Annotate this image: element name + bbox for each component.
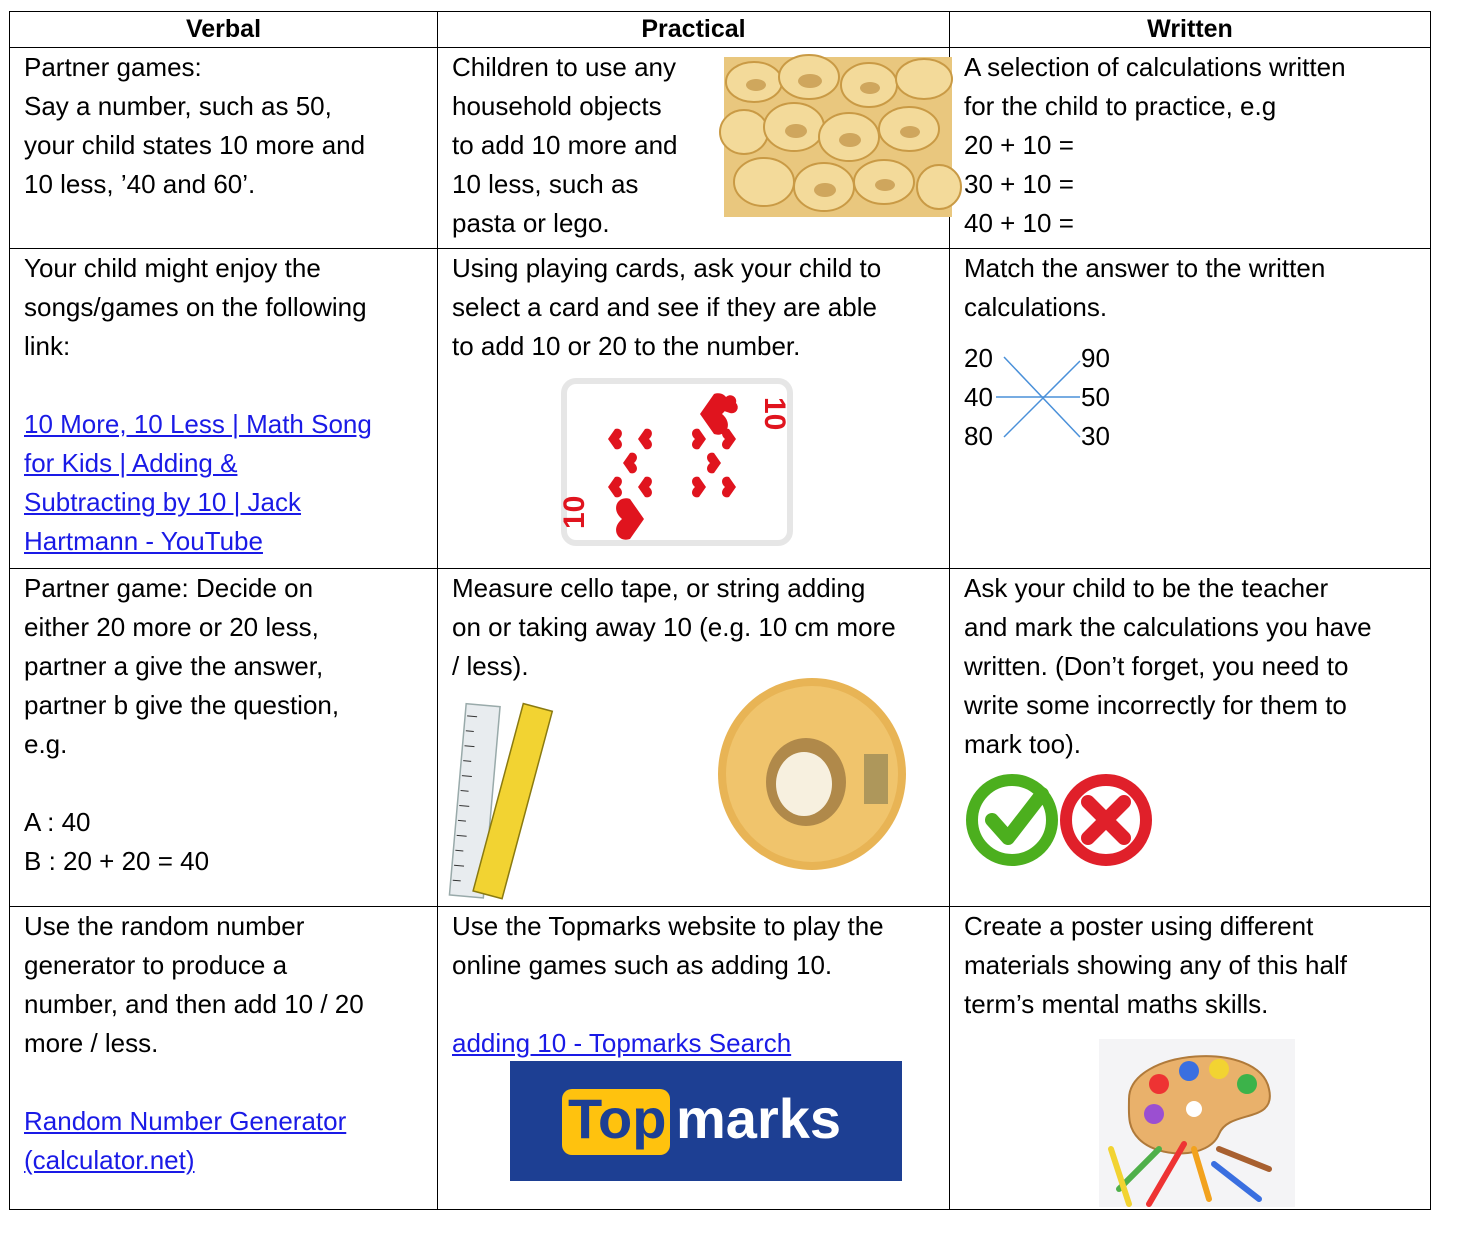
match-lines [994, 339, 1084, 456]
text-line: term’s mental maths skills. [964, 989, 1269, 1019]
logo-marks-text: marks [676, 1087, 842, 1150]
topmarks-search-link[interactable]: adding 10 - Topmarks Search [452, 1028, 792, 1058]
ruler-image [450, 699, 550, 903]
text-line: written. (Don’t forget, you need to [964, 651, 1349, 681]
text-line: Using playing cards, ask your child to [452, 253, 882, 283]
text-line: 10 less, ’40 and 60’. [24, 169, 256, 199]
text-line: Use the Topmarks website to play the [452, 911, 884, 941]
row4-verbal-cell [10, 907, 438, 1210]
row3-practical-cell [438, 569, 950, 907]
text-line: e.g. [24, 729, 68, 759]
card-rank-bottom: 10 [558, 495, 591, 529]
activity-table-wrapper [9, 11, 1431, 1210]
link-line: Hartmann - YouTube [24, 526, 263, 556]
match-right-3: 30 [1081, 421, 1110, 451]
row4-practical-cell [438, 907, 950, 1210]
text-line: 10 less, such as [452, 169, 639, 199]
row-4 [10, 907, 1431, 1210]
text-line: household objects [452, 91, 662, 121]
row1-practical-cell [438, 48, 950, 249]
text-line: either 20 more or 20 less, [24, 612, 319, 642]
row4-written-cell [950, 907, 1431, 1210]
text-line: more / less. [24, 1028, 159, 1058]
text-line: Partner games: [24, 52, 202, 82]
text-line: Your child might enjoy the [24, 253, 321, 283]
match-left-1: 20 [964, 343, 993, 373]
text-line: songs/games on the following [24, 292, 367, 322]
text-line: / less). [452, 651, 529, 681]
text-line: to add 10 or 20 to the number. [452, 331, 801, 361]
calculation: 20 + 10 = [964, 130, 1074, 160]
tick-cross-icons [964, 772, 1164, 872]
text-line: link: [24, 331, 71, 361]
text-line: Ask your child to be the teacher [964, 573, 1329, 603]
text-line: online games such as adding 10. [452, 950, 833, 980]
art-palette-image [1099, 1039, 1295, 1207]
playing-card-image [558, 379, 792, 545]
logo-top-text: Top [568, 1087, 667, 1150]
link-line: Random Number Generator [24, 1106, 347, 1136]
cross-icon [1066, 780, 1146, 860]
link-line: (calculator.net) [24, 1145, 195, 1175]
text-line: Measure cello tape, or string adding [452, 573, 866, 603]
row2-practical-cell [438, 249, 950, 569]
text-line: number, and then add 10 / 20 [24, 989, 364, 1019]
tick-icon [972, 780, 1052, 860]
text-line: Use the random number [24, 911, 305, 941]
row-1 [10, 48, 1431, 249]
topmarks-logo [510, 1061, 902, 1181]
text-line: and mark the calculations you have [964, 612, 1372, 642]
row3-verbal-cell [10, 569, 438, 907]
calculation: 30 + 10 = [964, 169, 1074, 199]
text-line: for the child to practice, e.g [964, 91, 1277, 121]
text-line: to add 10 more and [452, 130, 678, 160]
row2-written-cell [950, 249, 1431, 569]
tape-roll-image [714, 674, 910, 872]
example-line: A : 40 [24, 807, 91, 837]
link-line: for Kids | Adding & [24, 448, 238, 478]
header-row [10, 12, 1431, 48]
text-line: your child states 10 more and [24, 130, 366, 160]
match-left-3: 80 [964, 421, 993, 451]
link-line: Subtracting by 10 | Jack [24, 487, 302, 517]
youtube-song-link[interactable] [24, 405, 437, 561]
match-right-1: 90 [1081, 343, 1110, 373]
row1-written-cell [950, 48, 1431, 249]
text-line: Partner game: Decide on [24, 573, 314, 603]
text-line: Children to use any [452, 52, 677, 82]
text-line: Create a poster using different [964, 911, 1314, 941]
card-rank-top: 10 [758, 397, 791, 431]
header-practical: Practical [438, 12, 950, 48]
matching-exercise [964, 339, 1184, 456]
match-right-2: 50 [1081, 382, 1110, 412]
match-left-2: 40 [964, 382, 993, 412]
row1-verbal-cell [10, 48, 438, 249]
text-line: materials showing any of this half [964, 950, 1347, 980]
row2-verbal-cell [10, 249, 438, 569]
text-line: generator to produce a [24, 950, 288, 980]
text-line: pasta or lego. [452, 208, 610, 238]
row-3 [10, 569, 1431, 907]
text-line: A selection of calculations written [964, 52, 1346, 82]
text-line: Match the answer to the written [964, 253, 1326, 283]
header-written: Written [950, 12, 1431, 48]
calculation: 40 + 10 = [964, 208, 1074, 238]
pasta-image [724, 57, 952, 217]
header-verbal: Verbal [10, 12, 438, 48]
random-number-generator-link[interactable] [24, 1102, 437, 1180]
link-line: 10 More, 10 Less | Math Song [24, 409, 372, 439]
text-line: calculations. [964, 292, 1108, 322]
row-2 [10, 249, 1431, 569]
text-line: partner b give the question, [24, 690, 340, 720]
text-line: partner a give the answer, [24, 651, 324, 681]
text-line: on or taking away 10 (e.g. 10 cm more [452, 612, 896, 642]
activity-table [9, 11, 1431, 1210]
row3-written-cell [950, 569, 1431, 907]
text-line: write some incorrectly for them to [964, 690, 1347, 720]
text-line: Say a number, such as 50, [24, 91, 332, 121]
example-line: B : 20 + 20 = 40 [24, 846, 210, 876]
text-line: select a card and see if they are able [452, 292, 877, 322]
text-line: mark too). [964, 729, 1082, 759]
